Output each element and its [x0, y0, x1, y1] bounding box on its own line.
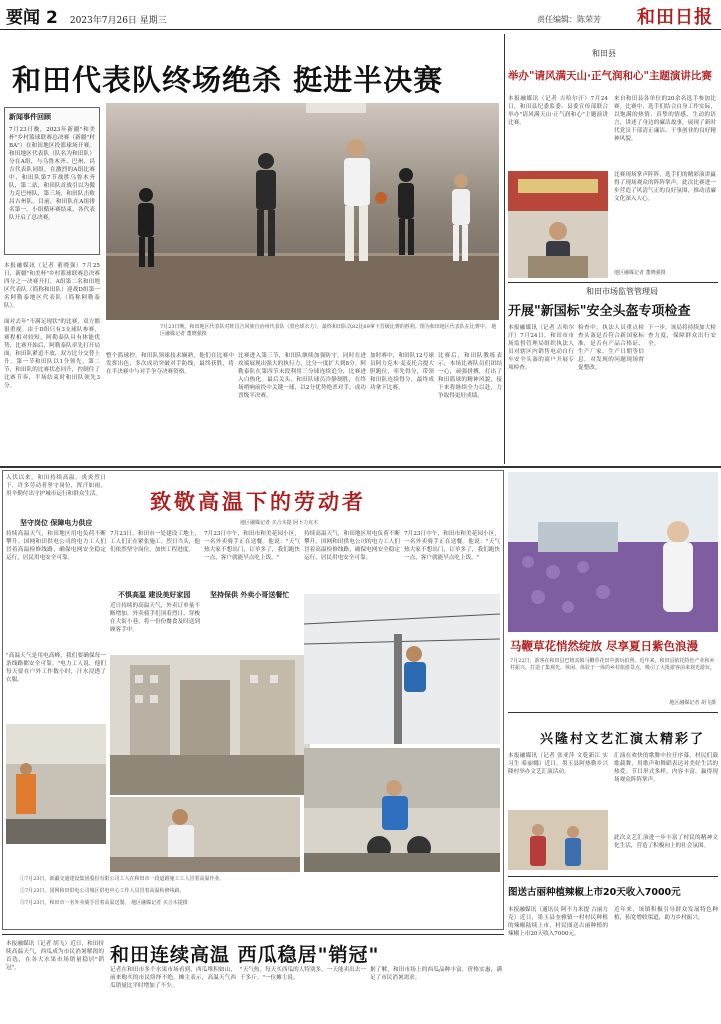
county-photo	[508, 171, 608, 278]
county-text-3: 比赛现场掌声阵阵，选手们的精彩演讲赢得了现场观众的阵阵掌声。此次比赛进一步营造了风清气正的良好氛围，推动清廉文化深入人心。	[614, 172, 716, 202]
basketball-photo	[106, 103, 499, 320]
art-divider	[508, 876, 718, 877]
lead-body-4: 加时赛中，和田队12号球员阿力克木·麦麦托合提大胆跑位，率先得分，带领和田队连续得分，最终成功拿下比赛。	[370, 353, 434, 391]
lead-sidebar	[4, 107, 100, 255]
column-divider	[504, 34, 505, 464]
heat-text-3: 7月23日，和田市一处建设工地上，工人们正在紧张施工。烈日当头，他们依然坚守岗位，加快工程进度。	[110, 531, 200, 553]
melon-text-2: 记者在和田市多个水果市场看到，西瓜堆积如山，前来购买的市民络绎不绝。摊主表示，高温天气西瓜销量比平时增加了不少。	[110, 967, 236, 989]
market-text-2: 检查中，执法人员重点检查头盔是否符合新国家标准，是否有产品合格证、生产厂家、生产日期等信息，对发现的问题现场督促整改。	[578, 325, 644, 371]
heat-photo-power	[304, 594, 500, 744]
heat-byline: 地区融媒记者 买合木提 阿卜力克木	[240, 520, 319, 526]
heat-photo-delivery	[304, 748, 500, 872]
heat-caption-2: ②7月23日，国网和田供电公司城区供电中心工作人员冒着高温检修线路。	[20, 888, 185, 894]
heat-subhead-1: 坚守岗位 保障电力供应	[20, 519, 93, 527]
masthead-left	[6, 3, 167, 28]
bottom-divider	[2, 934, 504, 935]
page-number: 2	[46, 8, 58, 28]
lead-body-2: 比赛进入第三节，和田队继续加强防守，同时在进攻端展现出强大的执行力，比分一度扩大到8分。阿勒泰队在第四节末段利用三分球连续追分，比赛进入白热化。最后关头，和田队球员冷静制胜，在终场哨响前投中关键一球，以2分优势绝杀对手，成功晋级半决赛。	[238, 353, 366, 399]
county-label: 和田县	[592, 49, 616, 58]
masthead	[0, 0, 721, 30]
county-text-1: 本报融媒讯（记者 吉哈尔汗）7月24日，和田县纪委监委、县委宣传部联合举办"请风满天山·正气润和心"主题演讲比赛。	[508, 96, 608, 126]
market-text-1: 本报融媒讯（记者 吉哈尔汗）7月24日，和田市市场监督管理局组织执法人员对辖区内销售电动自行车安全头盔的商户开展专项检查。	[508, 325, 574, 371]
flower-headline: 马鞭草花悄然绽放 尽享夏日紫色浪漫	[510, 639, 699, 653]
art-photo	[508, 810, 608, 870]
market-label: 和田市场监管管理局	[586, 287, 658, 296]
art-text-2: 汇演在欢快的歌舞中拉开序幕，村民们载歌载舞，用歌声和舞蹈表达对美好生活的热爱。节目形式多样，内容丰富，赢得现场观众阵阵掌声。	[614, 753, 718, 783]
heat-photo-worker	[110, 797, 300, 872]
heat-text-6: 持续高温天气，和田地区用电负荷不断攀升。国网和田供电公司的电力工人们冒着高温检修线路，确保电网安全稳定运行，居民用电安全可靠。	[304, 531, 400, 561]
melon-text-3: "天气热，每天买西瓜的人特别多，一天能卖出去一千多斤。"一位摊主说。	[240, 967, 366, 981]
section-divider	[0, 466, 721, 468]
lead-headline: 和田代表队终场绝杀 挺进半决赛	[12, 63, 444, 97]
art-headline: 兴隆村文艺汇演太精彩了	[540, 732, 706, 747]
sidebar-text: 7月23日晚，2023年新疆"和美杯"乡村篮球联赛总决赛（新疆"村BA"）在和田地区投篮球场开赛。和田地区代表队（队名为和田队）分在A组，与乌鲁木齐、巴州、昌吉代表队同组。在激烈的A组比赛中，和田队第7节战胜乌鲁木齐队，第二站，和田队首战引以为傲力克巴州队，第三场，和田队击败昌吉州队。目前，和田队在A组排名第一。小组循环赛结束，各代表队开启了总决赛。	[9, 127, 95, 221]
county-byline: 地区融媒记者 董晓强摄	[614, 270, 666, 276]
chili-headline: 图送古丽种植辣椒上市20天收入7000元	[508, 887, 681, 898]
heat-text-4: 近日持续的高温天气，外卖订单量不断增加。外卖骑手们顶着烈日，穿梭在大街小巷，将一份份餐食及时送到顾客手中。	[110, 603, 200, 633]
county-headline: 举办"请风满天山·正气润和心"主题演讲比赛	[508, 70, 712, 82]
heat-text-1: 持续高温天气，和田地区用电负荷不断攀升。国网和田供电公司的电力工人们冒着高温检修线路，确保电网安全稳定运行，居民用电安全可靠。	[6, 531, 106, 561]
flower-divider	[508, 712, 718, 713]
heat-text-2: "高温天气是用电高峰，我们要确保每一条线路都安全可靠。"电力工人说，他们每天要在户外工作数小时，汗水浸透了衣服。	[6, 653, 106, 683]
heat-intro: 入伏以来，和田持续高温。炎炎烈日下，许多劳动者坚守岗位，挥汗如雨，用辛勤付出守护城市运行和群众生活。	[6, 475, 106, 497]
section-title: 要闻	[6, 8, 40, 28]
market-text-3: 下一步，该局将持续加大检查力度，保障群众出行安全。	[648, 325, 716, 347]
melon-text-1: 本报融媒讯（记者 胡飞）近日，和田持续高温天气，西瓜成为市民消暑解渴的首选，在各大水果市场销量稳居"销冠"。	[6, 941, 104, 971]
heat-text-5: 7月23日中午，和田市和美花园小区，一名外卖骑手正在送餐。他说："天气热大家不想出门，订单多了，我们跑快一点，客户就能早点吃上饭。"	[204, 531, 300, 561]
heat-caption-3: ③7月23日，和田市一名外卖骑手冒着高温送餐。 地区融媒记者 买合木提摄	[20, 900, 188, 906]
lead-body-1: 面对去年"不满足现状"的比赛，双方都很重视。由于D组只有3支球队参赛，赛程相对较短，阿勒泰队具有体能优势，比赛开始后，阿勒泰队率先打开局面，和田队紧追不放，双方比分交替上升，第一节和田队以1分领先。第二节，和田队的比赛状态回升，控制住了比赛节奏，半场结束时和田队领先3分。	[4, 319, 100, 389]
heat-subhead-2: 不惧高温 建设美好家园	[118, 591, 191, 599]
chili-text-2: 近年来，该镇积极引导群众发展特色种植，拓宽增收渠道，助力乡村振兴。	[614, 907, 718, 921]
lead-body-3: 整个篮球控。和田队领球技术娴熟，他们在比赛中发挥出色，多次成功突破对手防线，最终获胜，将在半决赛中与对手争夺决赛资格。	[106, 353, 234, 375]
chili-text-1: 本报融媒讯（通讯员 阿不力米提 古丽力克）近日，墨玉县奎雅镇一村村民种植的辣椒陆续上市，村民图送古丽种植的辣椒上市20天收入7000元。	[508, 907, 608, 937]
art-text-3: 此次文艺汇演进一步丰富了村民的精神文化生活，营造了积极向上的社会氛围。	[614, 835, 718, 849]
county-text-2: 来自和田县各单位的20余名选手参加比赛。比赛中，选手们结合自身工作实际，以饱满的热情、真挚的情感、生动的语言，讲述了身边的廉洁故事，展现了新时代党员干部清正廉洁、干事创业的良好精神风貌。	[614, 96, 716, 142]
editor-credit: 责任编辑：陈荣芳	[537, 15, 601, 24]
flower-byline: 地区融媒记者 胡飞摄	[669, 700, 716, 706]
lead-photo-caption: 7月23日晚，和田地区代表队对阵昌吉回族自治州代表队（黑色球衣方），最终和田队以82比69拿下晋级比赛的胜利。图为和田地区代表队在比赛中。 地区融媒记者 董晓强摄	[160, 324, 497, 337]
heat-text-7: 7月23日中午，和田市和美花园小区，一名外卖骑手正在送餐。他说："天气热大家不想出门，订单多了，我们跑快一点，客户就能早点吃上饭。"	[404, 531, 500, 561]
melon-headline: 和田连续高温 西瓜稳居"销冠"	[110, 944, 380, 966]
lead-body-5: 比赛后，和田队教练表示，本场比赛队员们团结一心，顽强拼搏，打出了和田篮球的精神风貌，接下来将继续全力以赴，力争取得更好成绩。	[438, 353, 502, 399]
market-headline: 开展"新国标"安全头盔专项检查	[508, 304, 691, 319]
heat-photo-road	[6, 724, 106, 844]
county-divider	[508, 282, 718, 283]
lead-byline: 本报融媒讯（记者 董晓强）7月25日，新疆"和美杯"乡村篮球联赛总决赛四分之一决赛开打，A组第二名和田地区代表队（简称和田队）迎战D组第一名阿勒泰地区代表队（简称阿勒泰队）。	[4, 263, 100, 309]
issue-date: 2023年7月26日 星期三	[69, 16, 167, 26]
sidebar-title: 新闻事件回顾	[9, 113, 51, 121]
heat-headline: 致敬高温下的劳动者	[150, 490, 366, 514]
heat-subhead-3: 坚持保供 外卖小哥送餐忙	[210, 591, 290, 599]
heat-caption-1: ①7月23日，新疆交通建设集团股份有限公司工人在和田市一段道路施工工人冒着高温作业。	[20, 876, 225, 882]
newspaper-logo: 和田日报	[637, 7, 713, 28]
art-text-1: 本报融媒讯（记者 张亚萍 文乾新江 实习生 希丽娜）近日，墨玉县阿热勒乡兴隆村举办文艺汇演活动。	[508, 753, 608, 775]
heat-photo-construction	[110, 655, 310, 795]
flower-caption: 7月22日，游客在和田县巴格其镇马鞭草花田中游玩拍照。近年来，和田县依托特色产业和乡村振兴，打造了集观光、休闲、体验于一体的乡村旅游景点，吸引了大批游客前来观光游玩。	[510, 658, 716, 671]
melon-text-4: 据了解，和田市场上的西瓜品种丰富，价格实惠，满足了市民消暑需求。	[370, 967, 502, 981]
flower-photo	[508, 472, 718, 632]
